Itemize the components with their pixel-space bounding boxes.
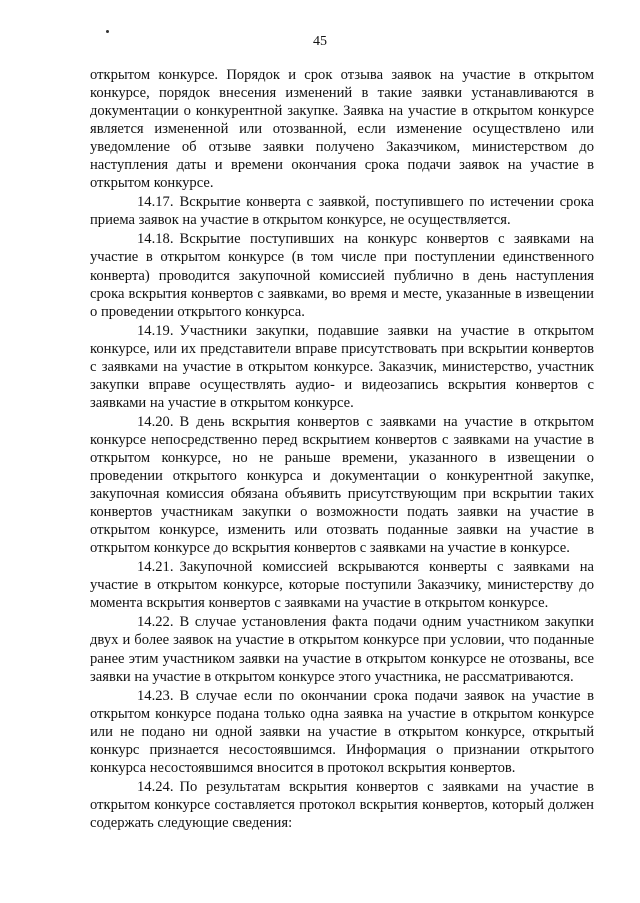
clause-number: 14.17. xyxy=(137,194,174,211)
paragraph-continuation xyxy=(90,66,594,192)
clause-14-24 xyxy=(90,778,594,832)
clause-14-17 xyxy=(90,193,594,229)
clause-text: Участники закупки, подавшие заявки на участие в открытом конкурсе, или их представители вправе присутствовать при вскрытии конвертов с заявками на участие в открытом конкурсе. Заказчик, министерство, участник закупки вправе осуществлять аудио- и видеозапись вскрытия конвертов с заявками на участие в открытом конкурсе. xyxy=(90,322,594,411)
clause-number: 14.18. xyxy=(137,231,174,248)
clause-14-18 xyxy=(90,230,594,320)
clause-14-20 xyxy=(90,413,594,557)
scan-speck xyxy=(106,30,109,33)
page-number: 45 xyxy=(313,34,327,49)
clause-text: Вскрытие поступивших на конкурс конвертов с заявками на участие в открытом конкурсе (в том числе при поступлении единственного конверта) проводится закупочной комиссией публично в день наступления срока вскрытия конвертов с заявками, во время и месте, указанные в извещении о проведении открытого конкурса. xyxy=(90,231,594,320)
clause-number: 14.20. xyxy=(137,413,174,430)
clause-text: По результатам вскрытия конвертов с заявками на участие в открытом конкурсе составляется протокол вскрытия конвертов, который должен содержать следующие сведения: xyxy=(90,778,594,831)
clause-number: 14.23. xyxy=(137,687,174,704)
clause-14-23 xyxy=(90,687,594,777)
clause-number: 14.24. xyxy=(137,778,174,795)
clause-text: В случае если по окончании срока подачи заявок на участие в открытом конкурсе подана только одна заявка на участие в открытом конкурсе или не подано ни одной заявки на участие в открытом конкурсе, открытый конкурс признается несостоявшимся. Информация о признании открытого конкурса несостоявшимся вносится в протокол вскрытия конвертов. xyxy=(90,687,594,776)
clause-14-22 xyxy=(90,613,594,685)
clause-number: 14.22. xyxy=(137,614,174,631)
clause-14-21 xyxy=(90,558,594,612)
paragraph-text: открытом конкурсе. Порядок и срок отзыва заявок на участие в открытом конкурсе, порядок внесения изменений в такие заявки устанавливаются в документации о конкурентной закупке. Заявка на участие в открытом конкурсе является измененной или отозванной, если изменение осуществлено или уведомление об отзыве заявки получено Заказчиком, министерством до наступления даты и времени окончания срока подачи заявок на участие в открытом конкурсе. xyxy=(90,67,594,192)
document-body xyxy=(90,66,594,833)
clause-number: 14.19. xyxy=(137,322,174,339)
clause-number: 14.21. xyxy=(137,559,174,576)
clause-text: Вскрытие конверта с заявкой, поступившего по истечении срока приема заявок на участие в открытом конкурсе, не осуществляется. xyxy=(90,194,594,229)
clause-text: В случае установления факта подачи одним участником закупки двух и более заявок на участие в открытом конкурсе при условии, что поданные ранее этим участником заявки на участие в открытом конкурсе не отозваны, все заявки на участие в открытом конкурсе этого участника, не рассматриваются. xyxy=(90,614,594,685)
clause-text: Закупочной комиссией вскрываются конверты с заявками на участие в открытом конкурсе, которые поступили Заказчику, министерству до момента вскрытия конвертов с заявками на участие в открытом конкурсе. xyxy=(90,559,594,612)
clause-text: В день вскрытия конвертов с заявками на участие в открытом конкурсе непосредственно перед вскрытием конвертов с заявками на участие в открытом конкурсе, но не раньше времени, указанного в извещении о проведении открытого конкурса и документации о конкурентной закупке, закупочная комиссия обязана объявить присутствующим при вскрытии таких конвертов участникам закупки о возможности подать заявки на участие в открытом конкурсе, изменить или отозвать поданные заявки на участие в открытом конкурсе до вскрытия конвертов с заявками на участие в конкурсе. xyxy=(90,413,594,557)
clause-14-19 xyxy=(90,322,594,412)
